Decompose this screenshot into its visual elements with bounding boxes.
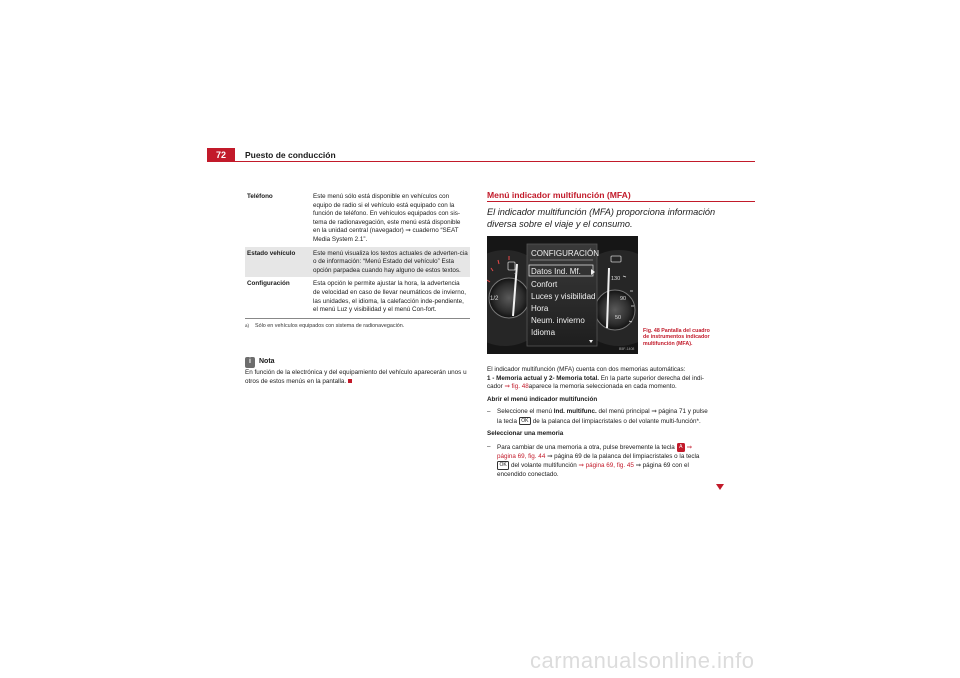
- text: de la palanca del limpiacristales o del volante multi-función*.: [532, 417, 701, 425]
- display-item: Idioma: [531, 328, 556, 337]
- page-number: 72: [207, 148, 235, 162]
- text: En la parte superior derecha del indi-cador: [487, 374, 704, 391]
- text: aparece la memoria seleccionada en cada momento.: [528, 383, 677, 391]
- note-label: Nota: [259, 358, 275, 366]
- continue-arrow-icon: [716, 484, 724, 490]
- mfa-title: Menú indicador multifunción (MFA): [487, 190, 631, 200]
- text-bold: Ind. multifunc.: [553, 408, 597, 416]
- text: ⇒ página 69 de la palanca del limpiacristales o la tecla: [547, 452, 700, 460]
- note-icon: i: [245, 357, 255, 368]
- figure-code: B5F-1408: [619, 347, 635, 351]
- mfa-body: [487, 366, 712, 479]
- watermark: carmanualsonline.info: [530, 648, 755, 673]
- paragraph-memories: [487, 366, 712, 392]
- gauge-label-130: 130: [611, 276, 621, 282]
- note-text: En función de la electrónica y del equipamiento del vehículo aparecerán unos u otros de estos menús en la pantalla.: [245, 369, 467, 385]
- subheading-open: [487, 396, 712, 405]
- text: Para cambiar de una memoria a otra, pulse brevemente la tecla: [497, 444, 675, 451]
- row-value: Esta opción le permite ajustar la hora, la advertencia de velocidad en caso de llevar neumáticos de invierno, las unidades, el idioma, la calefacción inde-pendiente, el menú Luz y visibilidad y el menú Con-fort.: [313, 280, 466, 314]
- gauge-label-50: 50: [615, 315, 622, 321]
- text-bold: 1 - Memoria actual y 2- Memoria total.: [487, 374, 599, 382]
- page-link[interactable]: ⇒ página 69, fig. 45: [578, 462, 634, 470]
- display-item: Neum. invierno: [531, 316, 585, 325]
- row-value: Este menú sólo está disponible en vehículos con equipo de radio si el vehículo está equipado con la función de teléfono. En vehículos equipados con sis-tema de radionavegación, este menú está disponible en la unidad central (navegador) ⇒ cuaderno “SEAT Media System 2.1”.: [313, 193, 461, 243]
- display-item: Luces y visibilidad: [531, 292, 596, 301]
- title-rule: [487, 201, 755, 202]
- text: Seleccione el menú: [497, 408, 552, 416]
- table-row: [245, 190, 470, 247]
- figure-caption: Fig. 48 Pantalla del cuadro de instrumentos indicador multifunción (MFA).: [643, 328, 710, 347]
- display-item: Datos Ind. Mf.: [531, 267, 581, 276]
- subheading: Seleccionar una memoria: [487, 430, 564, 438]
- header-rule: [207, 161, 755, 162]
- gauge-label-half: 1/2: [490, 296, 499, 302]
- mfa-lead: El indicador multifunción (MFA) proporciona información diversa sobre el viaje y el consumo.: [487, 207, 716, 229]
- section-title: Puesto de conducción: [245, 150, 336, 160]
- text: El indicador multifunción (MFA) cuenta con dos memorias automáticas:: [487, 366, 686, 373]
- instrument-cluster-figure: [487, 236, 638, 354]
- row-key: Configuración: [247, 280, 290, 288]
- end-mark-icon: [348, 379, 352, 383]
- text: del menú principal ⇒ página 71 y pulse la tecla: [497, 408, 708, 425]
- subheading: Abrir el menú indicador multifunción: [487, 395, 598, 403]
- footnote-rule: [245, 318, 470, 319]
- footnote-mark: a): [245, 322, 250, 328]
- table-row: [245, 247, 470, 278]
- step-select: – Para cambiar de una memoria a otra, pulse brevemente la tecla A ⇒ página 69, fig. 44 ⇒ página 69 de la palanca del limpiacristales o la tecla OK del volante multifunción ⇒ página 69, fig. 45 ⇒ página 69 con el encendido conectado.: [487, 443, 700, 478]
- text: del volante multifunción: [510, 462, 577, 470]
- text: ⇒ página 69 con el encendido conectado.: [497, 462, 689, 478]
- menu-table: [245, 190, 470, 330]
- display-item: Confort: [531, 280, 558, 289]
- ok-key-icon: OK: [497, 461, 509, 470]
- a-key-icon: A: [677, 443, 685, 452]
- footnote: [245, 322, 470, 331]
- note-head: [245, 357, 470, 368]
- table-row: [245, 277, 470, 316]
- row-key: Teléfono: [247, 193, 273, 200]
- page-link[interactable]: ⇒ página 69, fig. 44: [497, 444, 692, 460]
- display-item: Hora: [531, 304, 549, 313]
- row-value: Este menú visualiza los textos actuales de adverten-cia o de información: “Menú Estado del vehículo” Esta opción parpadea cuando hay alguno de estos textos.: [313, 249, 468, 274]
- gauge-label-1: 1: [514, 270, 518, 276]
- fig-link[interactable]: ⇒ fig. 48: [504, 383, 529, 391]
- gauge-label-90: 90: [620, 296, 627, 302]
- display-menu-title: CONFIGURACIÓN: [531, 249, 599, 258]
- step-open: – Seleccione el menú Ind. multifunc. del menú principal ⇒ página 71 y pulse la tecla OK de la palanca del limpiacristales o del volante multi-función*.: [487, 408, 708, 425]
- note-block: [245, 357, 470, 386]
- subheading-select: [487, 430, 712, 439]
- ok-key-icon: OK: [519, 417, 531, 426]
- instrument-cluster-svg: [487, 236, 638, 354]
- footnote-text: Sólo en vehículos equipados con sistema de radionavegación.: [255, 322, 405, 329]
- row-key: Estado vehículo: [247, 249, 296, 257]
